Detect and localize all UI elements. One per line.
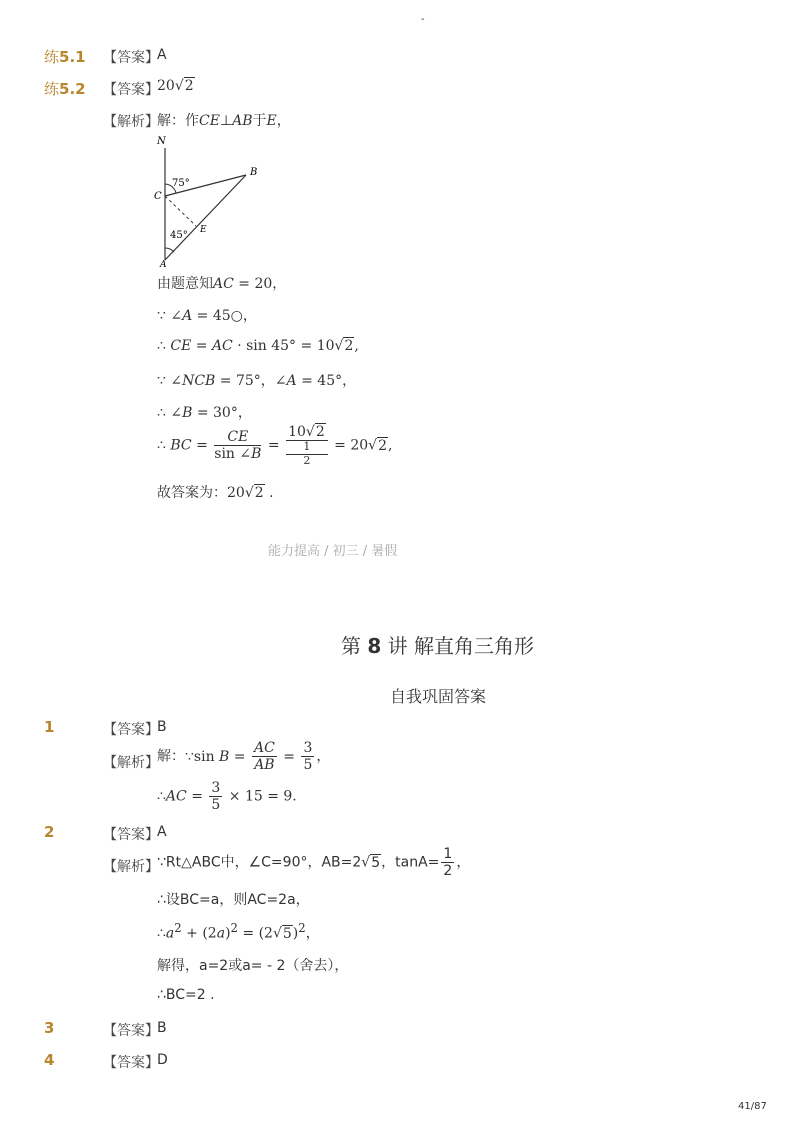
item-number: 4 [44,1051,55,1069]
answer-value: B [157,1020,167,1036]
item-number: 1 [44,718,55,736]
answer-value: B [157,719,167,735]
label-a: A [160,260,167,267]
answer-tag: 【答案】 [103,82,159,98]
header-mark: - [421,14,425,25]
analysis-tag: 【解析】 [103,114,159,130]
answer-value: D [157,1052,168,1068]
solution-line-2: ∵ ∠A = 45○， [157,308,257,324]
answer-value: A [157,824,167,840]
angle-c-label: 75° [172,178,190,189]
solution-line-6: ∴ BC = $\frac{CE}{\sin \angle B}$ = 10√2 1 2 = 20√2, [157,424,393,467]
item2-analysis-line-4: 解得，a=2或a= - 2（舍去）， [157,958,349,974]
label-n: N [157,136,166,147]
analysis-tag: 【解析】 [103,755,159,771]
label-b: B [250,167,258,178]
practice-number-5-2: 练5.2 [44,80,86,98]
item2-analysis-line-2: ∴设BC=a，则AC=2a， [157,892,310,908]
item2-analysis-line-5: ∴BC=2 . [157,987,215,1003]
solution-line-7: 故答案为：20√2 . [157,485,274,501]
item-number: 3 [44,1019,55,1037]
solution-intro: 解：作CE⊥AB于E， [157,113,291,129]
solution-line-5: ∴ ∠B = 30°， [157,405,252,421]
lecture-title: 第 8 讲 解直角三角形 [341,634,534,658]
section-subtitle: 自我巩固答案 [390,687,487,706]
answer-tag: 【答案】 [103,1055,159,1071]
answer-tag: 【答案】 [103,1023,159,1039]
answer-tag: 【答案】 [103,827,159,843]
answer-value: A [157,47,167,63]
category-footer: 能力提高 / 初三 / 暑假 [268,544,398,559]
angle-a-label: 45° [170,230,188,241]
item2-analysis-line-1: ∵Rt△ABC中，∠C=90°，AB=2√5，tanA= $\frac{1}{2}$ ， [157,846,471,880]
solution-line-1: 由题意知AC = 20， [157,276,287,292]
answer-tag: 【答案】 [103,722,159,738]
page-number: 41/87 [738,1101,767,1112]
solution-line-3: ∴ CE = AC · sin 45° = 10√2, [157,338,359,354]
solution-line-4: ∵ ∠NCB = 75°，∠A = 45°， [157,373,357,389]
label-c: C [154,191,162,202]
item1-analysis-line-1: 解：∵sin B = $\frac{AC}{AB}$ = $\frac{3}{5}$ ， [157,740,331,774]
item-number: 2 [44,823,55,841]
item2-analysis-line-3: $\therefore a^2 + (2a)^2 = (2√5)^2$， [157,921,320,942]
label-e: E [200,225,207,235]
analysis-tag: 【解析】 [103,859,159,875]
answer-value: 20√2 [157,78,194,94]
answer-tag: 【答案】 [103,50,159,66]
item1-analysis-line-2: ∴AC = $\frac{3}{5}$ × 15 = 9. [157,780,297,814]
practice-number-5-1: 练5.1 [44,48,86,66]
triangle-figure [150,132,270,267]
